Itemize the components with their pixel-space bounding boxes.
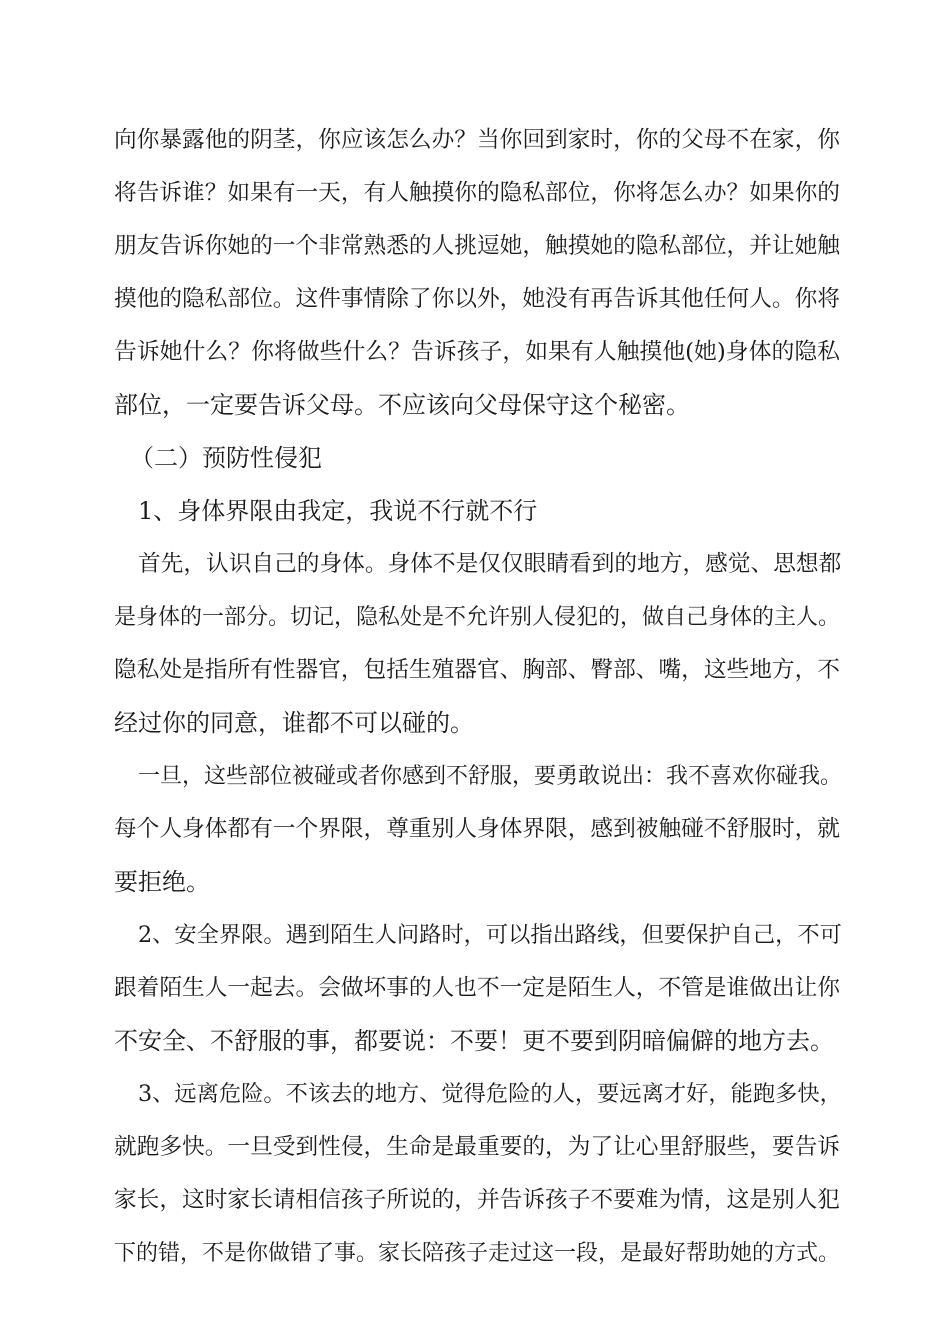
text-line: 跟着陌生人一起去。会做坏事的人也不一定是陌生人，不管是谁做出让你 (114, 975, 840, 1001)
text-line: 每个人身体都有一个界限，尊重别人身体界限，感到被触碰不舒服时，就 (114, 816, 840, 842)
text-line: 不安全、不舒服的事，都要说：不要！更不要到阴暗偏僻的地方去。 (114, 1027, 834, 1055)
text-line: 3、远离危险。不该去的地方、觉得危险的人，要远离才好，能跑多快， (138, 1081, 842, 1107)
text-line: 首先，认识自己的身体。身体不是仅仅眼睛看到的地方，感觉、思想都 (138, 551, 842, 577)
text-line: 一旦，这些部位被碰或者你感到不舒服，要勇敢说出：我不喜欢你碰我。 (138, 764, 843, 789)
document-body (114, 114, 843, 1280)
text-line: （二）预防性侵犯 (130, 444, 322, 472)
text-line: 摸他的隐私部位。这件事情除了你以外，她没有再告诉其他任何人。你将 (114, 286, 840, 312)
text-line: 告诉她什么？你将做些什么？告诉孩子，如果有人触摸他(她)身体的隐私 (114, 339, 840, 365)
text-line: 家长，这时家长请相信孩子所说的，并告诉孩子不要难为情，这是别人犯 (114, 1187, 840, 1213)
text-line: 1、身体界限由我定，我说不行就不行 (138, 497, 538, 525)
text-line: 向你暴露他的阴茎，你应该怎么办？当你回到家时，你的父母不在家，你 (114, 127, 840, 153)
text-line: 下的错，不是你做错了事。家长陪孩子走过这一段，是最好帮助她的方式。 (114, 1241, 841, 1266)
text-line: 就跑多快。一旦受到性侵，生命是最重要的，为了让心里舒服些，要告诉 (114, 1134, 840, 1160)
text-line: 2、安全界限。遇到陌生人问路时，可以指出路线，但要保护自己，不可 (138, 922, 842, 948)
text-line: 经过你的同意，谁都不可以碰的。 (114, 709, 474, 737)
text-line: 隐私处是指所有性器官，包括生殖器官、胸部、臀部、嘴，这些地方，不 (114, 657, 840, 683)
text-line: 将告诉谁？如果有一天，有人触摸你的隐私部位，你将怎么办？如果你的 (114, 180, 840, 206)
text-line: 要拒绝。 (114, 868, 210, 896)
text-line: 是身体的一部分。切记，隐私处是不允许别人侵犯的，做自己身体的主人。 (114, 605, 841, 630)
text-line: 部位，一定要告诉父母。不应该向父母保守这个秘密。 (114, 391, 690, 419)
text-line: 朋友告诉你她的一个非常熟悉的人挑逗她，触摸她的隐私部位，并让她触 (114, 233, 840, 259)
